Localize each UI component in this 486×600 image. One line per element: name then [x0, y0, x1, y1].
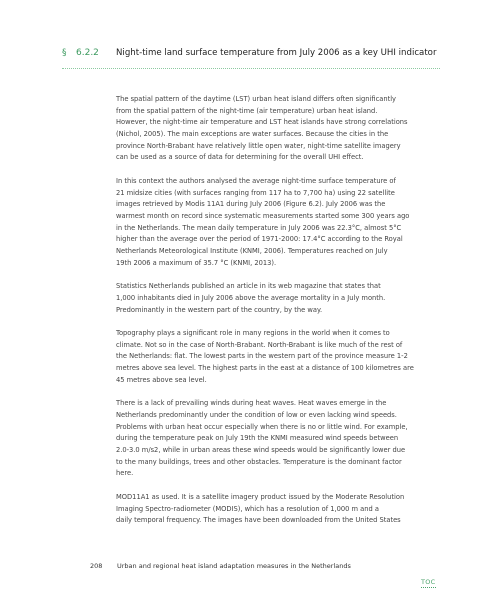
paragraph [116, 176, 440, 269]
paragraph-line: 19th 2006 a maximum of 35.7 °C (KNMI, 2013). [116, 258, 277, 267]
paragraph-line: Predominantly in the western part of the country, by the way. [116, 305, 323, 314]
paragraph-line: Netherlands predominantly under the condition of low or even lacking wind speeds. [116, 411, 397, 420]
paragraph-line: However, the night-time air temperature and LST heat islands have strong correlations [116, 118, 408, 127]
paragraph-line: the Netherlands: flat. The lowest parts in the western part of the province measure 1-2 [116, 352, 408, 361]
paragraph [116, 492, 440, 527]
paragraph-line: 1,000 inhabitants died in July 2006 above the average mortality in a July month. [116, 293, 386, 302]
paragraph-line: Topography plays a significant role in many regions in the world when it comes to [116, 329, 390, 338]
paragraph-line: in the Netherlands. The mean daily temperature in July 2006 was 22.3°C, almost 5°C [116, 223, 402, 232]
paragraph-line: images retrieved by Modis 11A1 during July 2006 (Figure 6.2). July 2006 was the [116, 200, 386, 209]
paragraph-line: Problems with urban heat occur especially when there is no or little wind. For example, [116, 422, 408, 431]
page-number: 208 [90, 562, 103, 570]
paragraph-line: The spatial pattern of the daytime (LST) urban heat island differs often significantly [116, 95, 397, 103]
paragraph-line: province North-Brabant have relatively little open water, night-time satellite imagery [116, 141, 401, 150]
paragraph-line: warmest month on record since systematic measurements started some 300 years ago [116, 211, 410, 220]
paragraph-line: MOD11A1 as used. It is a satellite imagery product issued by the Moderate Resolution [116, 493, 405, 502]
paragraph [116, 398, 440, 480]
paragraph-line: here. [116, 469, 134, 478]
page-footer [90, 562, 351, 570]
paragraph-line: during the temperature peak on July 19th the KNMI measured wind speeds between [116, 434, 399, 443]
paragraph-line: higher than the average over the period of 1971-2000: 17.4°C according to the Royal [116, 235, 403, 244]
toc-link[interactable]: TOC [421, 578, 436, 586]
paragraph-line: (Nichol, 2005). The main exceptions are water surfaces. Because the cities in the [116, 129, 389, 138]
body-text [116, 94, 440, 539]
section-symbol: § [62, 48, 67, 58]
paragraph-line: daily temporal frequency. The images have been downloaded from the United States [116, 516, 401, 525]
paragraph [116, 94, 440, 164]
paragraph-line: 21 midsize cities (with surfaces ranging from 117 ha to 7,700 ha) using 22 satellite [116, 188, 395, 197]
paragraph-line: can be used as a source of data for determining for the overall UHI effect. [116, 153, 364, 162]
paragraph-line: In this context the authors analysed the average night-time surface temperature of [116, 176, 396, 185]
paragraph-line: 2.0-3.0 m/s2, while in urban areas these wind speeds would be significantly lower due [116, 446, 406, 455]
paragraph-line: to the many buildings, trees and other obstacles. Temperature is the dominant factor [116, 457, 402, 466]
footer-title: Urban and regional heat island adaptation measures in the Netherlands [117, 562, 351, 570]
section-title: Night-time land surface temperature from July 2006 as a key UHI indicator [116, 48, 437, 58]
paragraph-line: There is a lack of prevailing winds during heat waves. Heat waves emerge in the [116, 399, 387, 408]
section-number: 6.2.2 [76, 48, 99, 58]
paragraph-line: from the spatial pattern of the night-time (air temperature) urban heat island. [116, 106, 378, 115]
paragraph-line: metres above sea level. The highest parts in the east at a distance of 100 kilometres are [116, 364, 414, 373]
paragraph-line: Imaging Spectro-radiometer (MODIS), which has a resolution of 1,000 m and a [116, 504, 379, 513]
paragraph [116, 281, 440, 316]
paragraph-line: Netherlands Meteorological Institute (KNMI, 2006). Temperatures reached on July [116, 246, 388, 255]
paragraph [116, 328, 440, 386]
paragraph-line: 45 metres above sea level. [116, 375, 207, 384]
paragraph-line: climate. Not so in the case of North-Brabant. North-Brabant is like much of the rest of [116, 340, 403, 349]
section-heading [62, 46, 440, 69]
paragraph-line: Statistics Netherlands published an article in its web magazine that states that [116, 282, 381, 291]
